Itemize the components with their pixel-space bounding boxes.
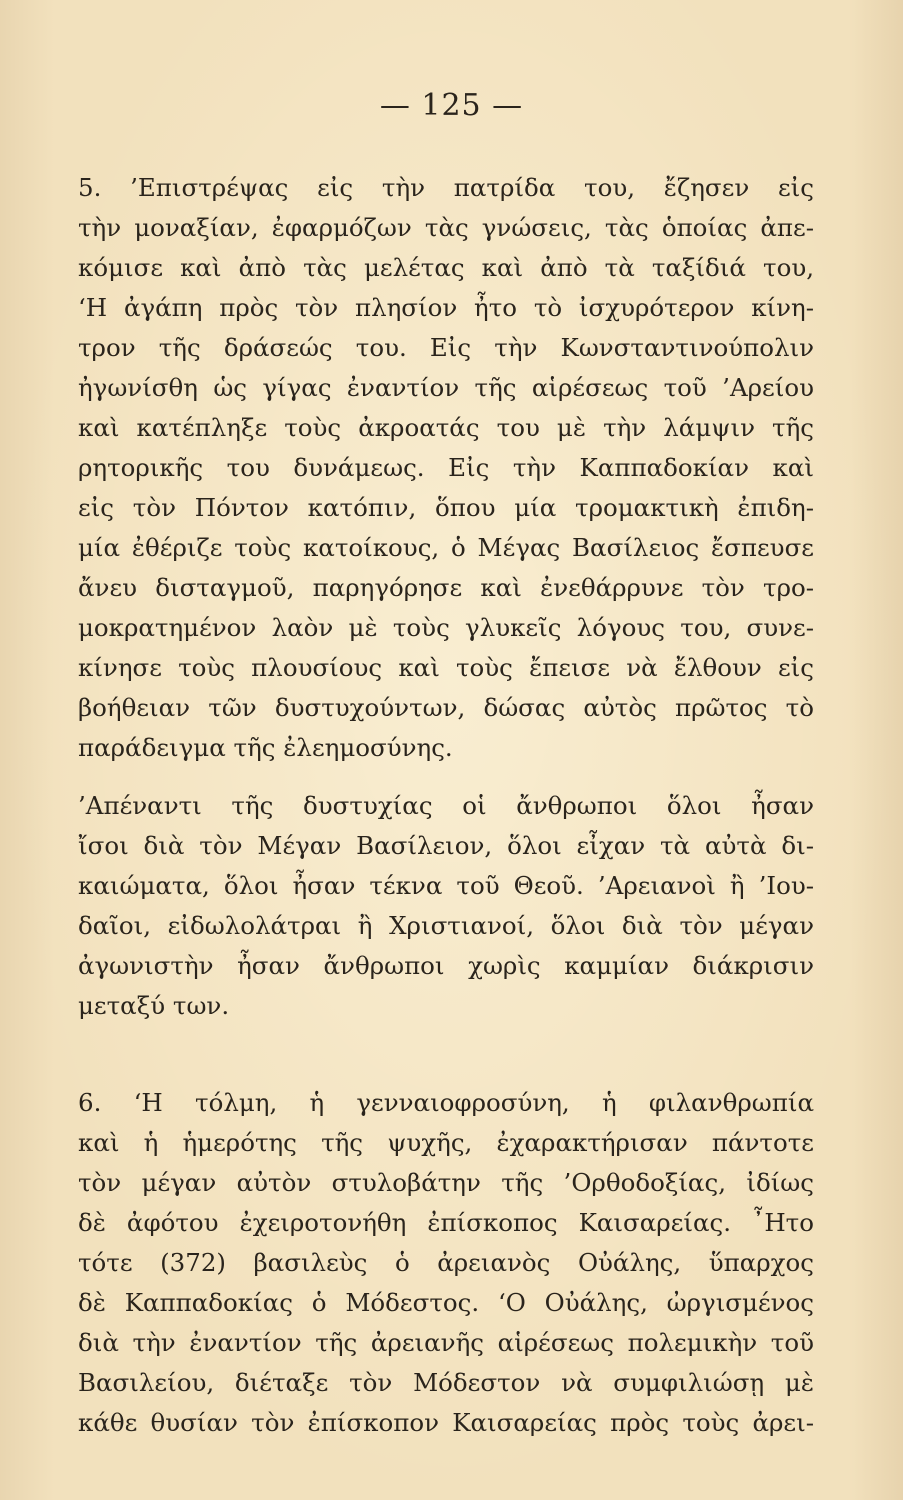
text-line: 6. ‘Η τόλμη, ἡ γενναιοφροσύνη, ἡ φιλανθρωπία xyxy=(78,1088,814,1117)
text-line: τότε (372) βασιλεὺς ὁ ἀρειανὸς Οὐάλης, ὕπαρχος xyxy=(78,1248,814,1277)
text-line: ρητορικῆς του δυνάμεως. Εἰς τὴν Καππαδοκίαν καὶ xyxy=(78,453,814,482)
text-line: Βασιλείου, διέταξε τὸν Μόδεστον νὰ συμφιλιώσῃ μὲ xyxy=(78,1368,814,1397)
text-line: 5. ’Επιστρέψας εἰς τὴν πατρίδα του, ἔζησεν εἰς xyxy=(78,173,814,202)
paragraph-6 xyxy=(78,1083,814,1443)
page-number: — 125 — xyxy=(379,88,524,123)
text-line: μοκρατημένον λαὸν μὲ τοὺς γλυκεῖς λόγους του, συνε- xyxy=(78,613,814,642)
text-line: τὸν μέγαν αὐτὸν στυλοβάτην τῆς ’Ορθοδοξίας, ἰδίως xyxy=(78,1168,814,1197)
text-line: τρον τῆς δράσεώς του. Εἰς τὴν Κωνσταντινούπολιν xyxy=(78,333,814,362)
paragraph-5 xyxy=(78,168,814,768)
text-line: ἠγωνίσθη ὡς γίγας ἐναντίον τῆς αἱρέσεως τοῦ ’Αρείου xyxy=(78,373,814,402)
text-line: κάθε θυσίαν τὸν ἐπίσκοπον Καισαρείας πρὸς τοὺς ἀρει- xyxy=(78,1408,814,1437)
text-line: ἀγωνιστὴν ἦσαν ἄνθρωποι χωρὶς καμμίαν διάκρισιν xyxy=(78,951,814,980)
text-line: μία ἐθέριζε τοὺς κατοίκους, ὁ Μέγας Βασίλειος ἔσπευσε xyxy=(78,533,814,562)
text-line: εἰς τὸν Πόντον κατόπιν, ὅπου μία τρομακτικὴ ἐπιδη- xyxy=(78,493,814,522)
text-line: ἄνευ δισταγμοῦ, παρηγόρησε καὶ ἐνεθάρρυνε τὸν τρο- xyxy=(78,573,814,602)
text-line: καὶ κατέπληξε τοὺς ἀκροατάς του μὲ τὴν λάμψιν τῆς xyxy=(78,413,814,442)
text-line: παράδειγμα τῆς ἐλεημοσύνης. xyxy=(78,733,453,762)
text-line: κίνησε τοὺς πλουσίους καὶ τοὺς ἔπεισε νὰ ἔλθουν εἰς xyxy=(78,653,814,682)
text-line: ἴσοι διὰ τὸν Μέγαν Βασίλειον, ὅλοι εἶχαν τὰ αὐτὰ δι- xyxy=(78,831,814,860)
text-line: κόμισε καὶ ἀπὸ τὰς μελέτας καὶ ἀπὸ τὰ ταξίδιά του, xyxy=(78,253,814,282)
text-line: μεταξύ των. xyxy=(78,991,230,1020)
paragraph-equality xyxy=(78,786,814,1026)
text-line: δὲ ἀφότου ἐχειροτονήθη ἐπίσκοπος Καισαρείας. ῏Ητο xyxy=(78,1208,814,1237)
text-line: ’Απέναντι τῆς δυστυχίας οἱ ἄνθρωποι ὅλοι ἦσαν xyxy=(78,791,814,820)
text-line: βοήθειαν τῶν δυστυχούντων, δώσας αὐτὸς πρῶτος τὸ xyxy=(78,693,814,722)
text-line: διὰ τὴν ἐναντίον τῆς ἀρειανῆς αἱρέσεως πολεμικὴν τοῦ xyxy=(78,1328,814,1357)
text-line: ‘Η ἀγάπη πρὸς τὸν πλησίον ἦτο τὸ ἰσχυρότερον κίνη- xyxy=(78,293,814,322)
text-line: τὴν μοναξίαν, ἐφαρμόζων τὰς γνώσεις, τὰς ὁποίας ἀπε- xyxy=(78,213,814,242)
text-line: καὶ ἡ ἡμερότης τῆς ψυχῆς, ἐχαρακτήρισαν πάντοτε xyxy=(78,1128,814,1157)
text-line: καιώματα, ὅλοι ἦσαν τέκνα τοῦ Θεοῦ. ’Αρειανοὶ ἢ ’Ιου- xyxy=(78,871,814,900)
text-line: δὲ Καππαδοκίας ὁ Μόδεστος. ‘Ο Οὐάλης, ὠργισμένος xyxy=(78,1288,814,1317)
text-line: δαῖοι, εἰδωλολάτραι ἢ Χριστιανοί, ὅλοι διὰ τὸν μέγαν xyxy=(78,911,814,940)
